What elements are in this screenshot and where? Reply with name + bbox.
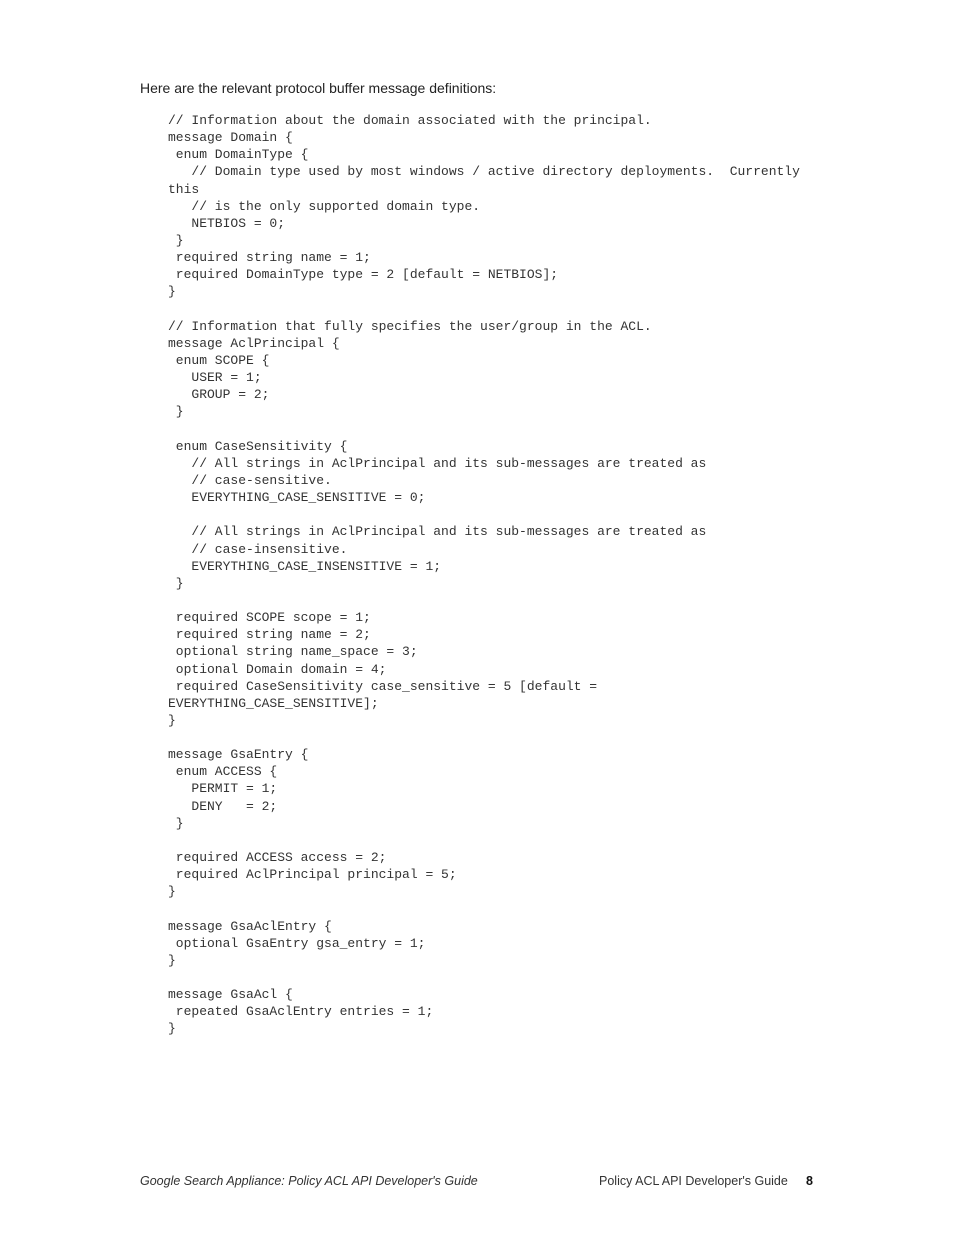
page-number: 8 (806, 1174, 813, 1188)
code-line: // case-sensitive. (168, 472, 332, 488)
code-line: optional string name_space = 3; (168, 644, 418, 660)
code-line: message Domain { (168, 130, 293, 146)
code-line: required CaseSensitivity case_sensitive = 5 [default = (168, 678, 598, 694)
code-line: required DomainType type = 2 [default = NETBIOS]; (168, 267, 559, 283)
code-line: optional Domain domain = 4; (168, 661, 387, 677)
code-line: } (168, 404, 184, 420)
code-line: GROUP = 2; (168, 387, 270, 403)
code-line: } (168, 1021, 176, 1037)
code-line: } (168, 712, 176, 728)
code-line: message GsaAclEntry { (168, 918, 332, 934)
code-line (168, 900, 800, 917)
code-line: DENY = 2; (168, 798, 278, 814)
code-line: } (168, 815, 184, 831)
code-line: enum CaseSensitivity { (168, 438, 348, 454)
code-line: EVERYTHING_CASE_SENSITIVE = 0; (168, 490, 426, 506)
code-line: USER = 1; (168, 370, 262, 386)
intro-text: Here are the relevant protocol buffer message definitions: (140, 80, 497, 96)
code-line: required AclPrincipal principal = 5; (168, 867, 457, 883)
code-line: PERMIT = 1; (168, 781, 278, 797)
code-line (168, 421, 800, 438)
code-line (168, 592, 800, 609)
footer-section-title: Policy ACL API Developer's Guide (599, 1174, 788, 1188)
code-line: } (168, 952, 176, 968)
code-line: message AclPrincipal { (168, 335, 340, 351)
code-line (168, 729, 800, 746)
code-line: EVERYTHING_CASE_SENSITIVE]; (168, 695, 379, 711)
code-line: } (168, 284, 176, 300)
code-line (168, 969, 800, 986)
code-line: optional GsaEntry gsa_entry = 1; (168, 935, 426, 951)
code-line: } (168, 575, 184, 591)
code-block (168, 112, 800, 1038)
footer-document-title: Google Search Appliance: Policy ACL API Developer's Guide (140, 1174, 478, 1188)
code-line: } (168, 232, 184, 248)
code-line: } (168, 884, 176, 900)
code-line: message GsaAcl { (168, 987, 293, 1003)
code-line: message GsaEntry { (168, 747, 309, 763)
code-line (168, 506, 800, 523)
code-line (168, 832, 800, 849)
code-line: this (168, 181, 200, 197)
code-line: enum SCOPE { (168, 352, 270, 368)
code-line: // All strings in AclPrincipal and its sub-messages are treated as (168, 455, 707, 471)
code-line (168, 301, 800, 318)
code-line: repeated GsaAclEntry entries = 1; (168, 1004, 434, 1020)
code-line: enum ACCESS { (168, 764, 278, 780)
code-line: // Information about the domain associated with the principal. (168, 113, 652, 128)
code-line: // case-insensitive. (168, 541, 348, 557)
code-line: // Information that fully specifies the user/group in the ACL. (168, 318, 652, 334)
code-line: NETBIOS = 0; (168, 215, 286, 231)
code-line: EVERYTHING_CASE_INSENSITIVE = 1; (168, 558, 442, 574)
code-line: required string name = 1; (168, 250, 371, 266)
code-line: // Domain type used by most windows / active directory deployments. Currently (168, 164, 800, 180)
code-line: // All strings in AclPrincipal and its sub-messages are treated as (168, 524, 707, 540)
code-line: // is the only supported domain type. (168, 198, 481, 214)
code-line: required ACCESS access = 2; (168, 850, 387, 866)
code-line: required SCOPE scope = 1; (168, 610, 371, 626)
code-line: enum DomainType { (168, 147, 309, 163)
code-line: required string name = 2; (168, 627, 371, 643)
